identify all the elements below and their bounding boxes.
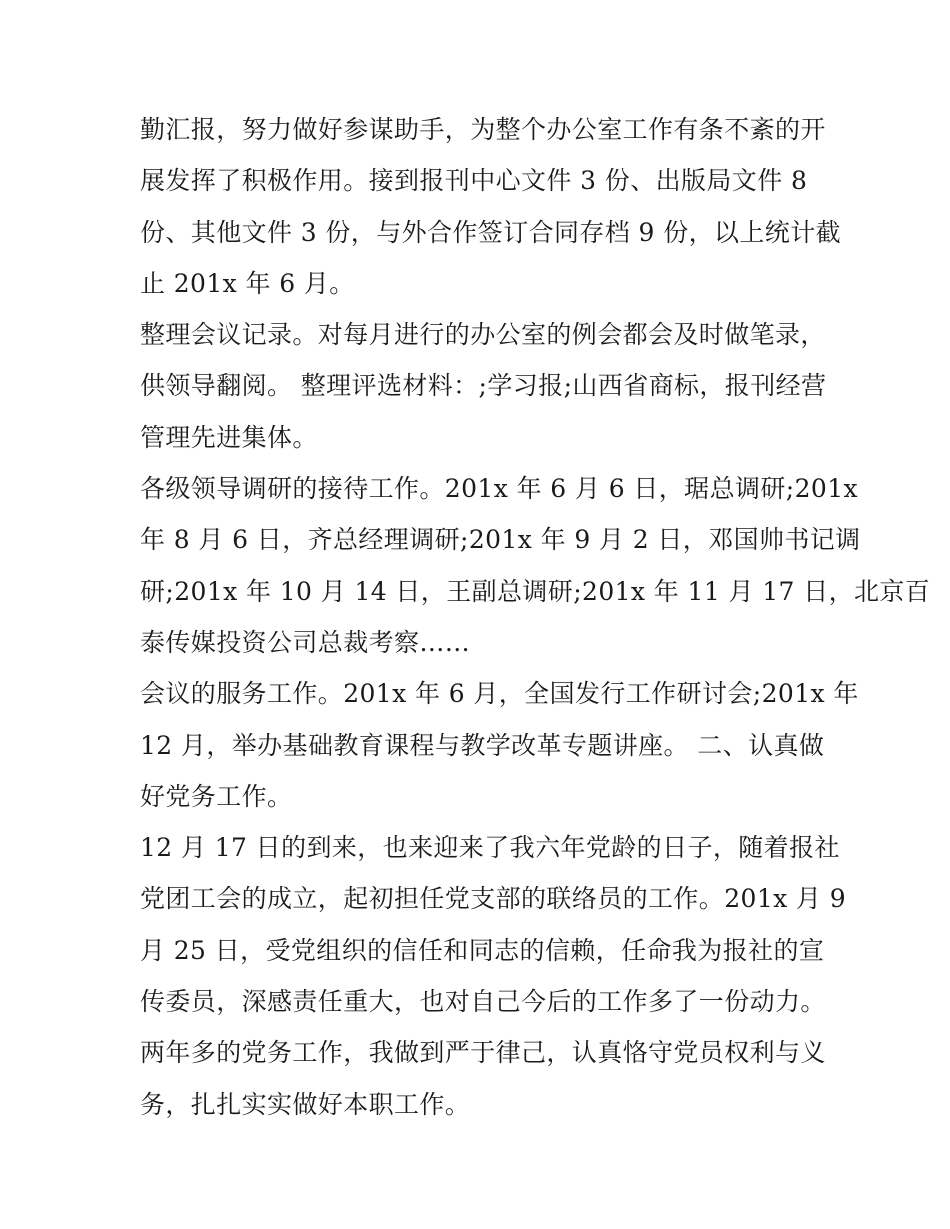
text-line: 勤汇报，努力做好参谋助手，为整个办公室工作有条不紊的开 [140, 115, 826, 144]
text-line: 传委员，深感责任重大，也对自己今后的工作多了一份动力。 [140, 987, 826, 1017]
text-line: 供领导翻阅。 整理评选材料：;学习报;山西省商标，报刊经营 [140, 371, 827, 401]
text-line: 两年多的党务工作，我做到严于律己，认真恪守党员权利与义 [140, 1038, 826, 1068]
text-line: 研;201x 年 10 月 14 日，王副总调研;201x 年 11 月 17 日，北京百 [140, 576, 931, 606]
text-line: 12 月，举办基础教育课程与教学改革专题讲座。 二、认真做 [140, 730, 825, 760]
text-line: 12 月 17 日的到来，也来迎来了我六年党龄的日子，随着报社 [140, 833, 840, 863]
text-line: 止 201x 年 6 月。 [140, 268, 355, 298]
text-line: 好党务工作。 [140, 781, 293, 811]
document-body [140, 104, 931, 1130]
text-line: 各级领导调研的接待工作。201x 年 6 月 6 日，琚总调研;201x [140, 474, 859, 504]
text-line: 整理会议记录。对每月进行的办公室的例会都会及时做笔录， [140, 320, 826, 350]
text-line: 党团工会的成立，起初担任党支部的联络员的工作。201x 月 9 [140, 884, 847, 914]
text-line: 展发挥了积极作用。接到报刊中心文件 3 份、出版局文件 8 [140, 166, 808, 196]
text-line: 份、其他文件 3 份，与外合作签订合同存档 9 份，以上统计截 [140, 217, 842, 247]
text-line: 年 8 月 6 日，齐总经理调研;201x 年 9 月 2 日，邓国帅书记调 [140, 525, 861, 555]
text-line: 月 25 日，受党组织的信任和同志的信赖，任命我为报社的宣 [140, 935, 825, 965]
text-line: 务，扎扎实实做好本职工作。 [140, 1089, 471, 1119]
text-line: 泰传媒投资公司总裁考察…… [140, 627, 471, 657]
text-line: 会议的服务工作。201x 年 6 月，全国发行工作研讨会;201x 年 [140, 679, 859, 709]
text-line: 管理先进集体。 [140, 422, 318, 452]
